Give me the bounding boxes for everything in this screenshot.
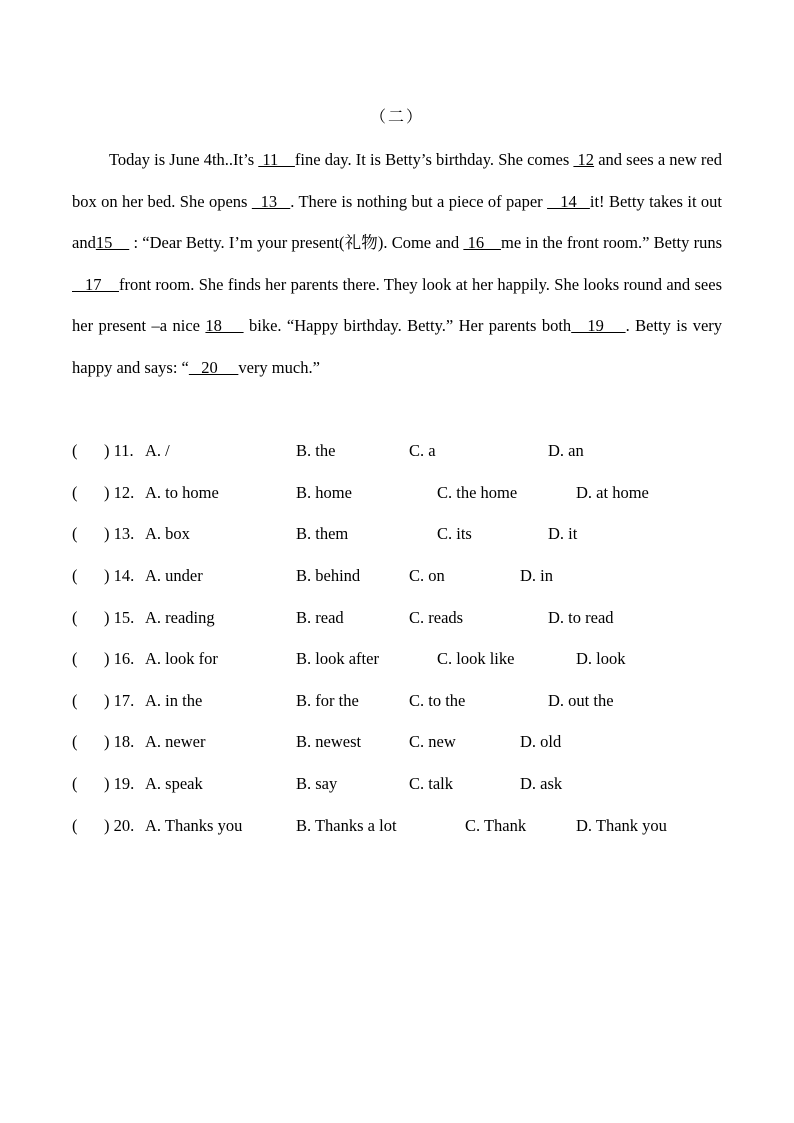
option-a: A. under	[145, 566, 203, 585]
option-b: B. home	[296, 483, 352, 502]
option-a: A. reading	[145, 608, 215, 627]
passage-text: very much.”	[238, 357, 320, 377]
option-a: A. Thanks you	[145, 816, 243, 835]
option-b: B. newest	[296, 732, 362, 751]
blank-17: 17	[72, 274, 119, 294]
blank-19: 19	[571, 316, 626, 336]
blank-13: 13	[251, 191, 291, 211]
question-17	[72, 691, 772, 715]
answer-paren[interactable]: (	[72, 774, 78, 793]
answer-paren[interactable]: (	[72, 441, 78, 460]
question-number: ) 20.	[104, 816, 135, 835]
question-11	[72, 441, 772, 465]
option-c: C. on	[409, 566, 445, 585]
option-a: A. in the	[145, 691, 203, 710]
option-a: A. to home	[145, 483, 219, 502]
passage-text: . Betty is very happy and says: “	[72, 316, 723, 377]
option-b: B. the	[296, 441, 336, 460]
question-20	[72, 816, 772, 840]
option-b: B. them	[296, 524, 349, 543]
option-c: C. to the	[409, 691, 466, 710]
question-number: ) 18.	[104, 732, 135, 751]
passage-text: me in the front room.” Betty runs	[501, 233, 723, 253]
option-c: C. reads	[409, 608, 464, 627]
option-a: A. look for	[145, 649, 218, 668]
option-c: C. a	[409, 441, 436, 460]
answer-paren[interactable]: (	[72, 483, 78, 502]
blank-12: 12	[573, 150, 595, 169]
option-a: A. box	[145, 524, 190, 543]
passage-text: bike. “Happy birthday. Betty.” Her parents both	[243, 316, 572, 336]
section-title: （二）	[369, 109, 424, 126]
blank-11: 11	[258, 150, 295, 169]
question-number: ) 13.	[104, 524, 135, 543]
question-number: ) 14.	[104, 566, 135, 585]
question-18	[72, 732, 772, 756]
question-19	[72, 774, 772, 798]
option-c: C. look like	[437, 649, 515, 668]
option-d: D. Thank you	[576, 816, 667, 835]
option-c: C. Thank	[465, 816, 527, 835]
question-number: ) 16.	[104, 649, 135, 668]
question-number: ) 12.	[104, 483, 135, 502]
question-14	[72, 566, 772, 590]
question-number: ) 11.	[104, 441, 134, 460]
blank-20: 20	[188, 357, 239, 377]
option-b: B. say	[296, 774, 338, 793]
answer-paren[interactable]: (	[72, 732, 78, 751]
answer-paren[interactable]: (	[72, 524, 78, 543]
option-d: D. at home	[576, 483, 649, 502]
option-a: A. speak	[145, 774, 203, 793]
passage-text: Today is June 4th..It’s	[109, 150, 259, 169]
passage-text: fine day. It is Betty’s birthday. She comes	[294, 150, 574, 169]
option-d: D. an	[548, 441, 584, 460]
option-a: A. /	[145, 441, 170, 460]
passage-text: and sees a new red box on her bed. She opens	[72, 150, 723, 211]
blank-16: 16	[463, 233, 501, 253]
passage-text: . There is nothing but a piece of paper	[290, 191, 548, 211]
question-15	[72, 608, 772, 632]
option-b: B. Thanks a lot	[296, 816, 397, 835]
option-b: B. for the	[296, 691, 359, 710]
option-d: D. to read	[548, 608, 614, 627]
option-c: C. the home	[437, 483, 518, 502]
answer-paren[interactable]: (	[72, 649, 78, 668]
answer-paren[interactable]: (	[72, 566, 78, 585]
option-b: B. behind	[296, 566, 361, 585]
answer-paren[interactable]: (	[72, 608, 78, 627]
question-number: ) 19.	[104, 774, 135, 793]
option-d: D. in	[520, 566, 553, 585]
blank-14: 14	[547, 191, 590, 211]
option-d: D. ask	[520, 774, 563, 793]
question-number: ) 15.	[104, 608, 135, 627]
option-c: C. talk	[409, 774, 453, 793]
question-13	[72, 524, 772, 548]
option-c: C. new	[409, 732, 456, 751]
question-12	[72, 483, 772, 507]
question-16	[72, 649, 772, 673]
cloze-passage	[72, 139, 722, 389]
passage-paragraph	[72, 139, 722, 389]
answer-paren[interactable]: (	[72, 691, 78, 710]
option-c: C. its	[437, 524, 472, 543]
option-b: B. read	[296, 608, 344, 627]
answer-paren[interactable]: (	[72, 816, 78, 835]
question-number: ) 17.	[104, 691, 135, 710]
option-d: D. old	[520, 732, 562, 751]
blank-18: 18	[205, 316, 244, 336]
option-b: B. look after	[296, 649, 379, 668]
option-d: D. out the	[548, 691, 614, 710]
passage-text: it! Betty takes it out and	[72, 191, 723, 253]
option-d: D. it	[548, 524, 578, 543]
blank-15: 15	[95, 233, 130, 253]
passage-text: front room. She finds her parents there. They look at her happily. She looks round and sees her present –a nice	[72, 274, 723, 336]
option-d: D. look	[576, 649, 626, 668]
passage-text: : “Dear Betty. I’m your present(礼物). Come and	[129, 233, 464, 253]
option-a: A. newer	[145, 732, 206, 751]
